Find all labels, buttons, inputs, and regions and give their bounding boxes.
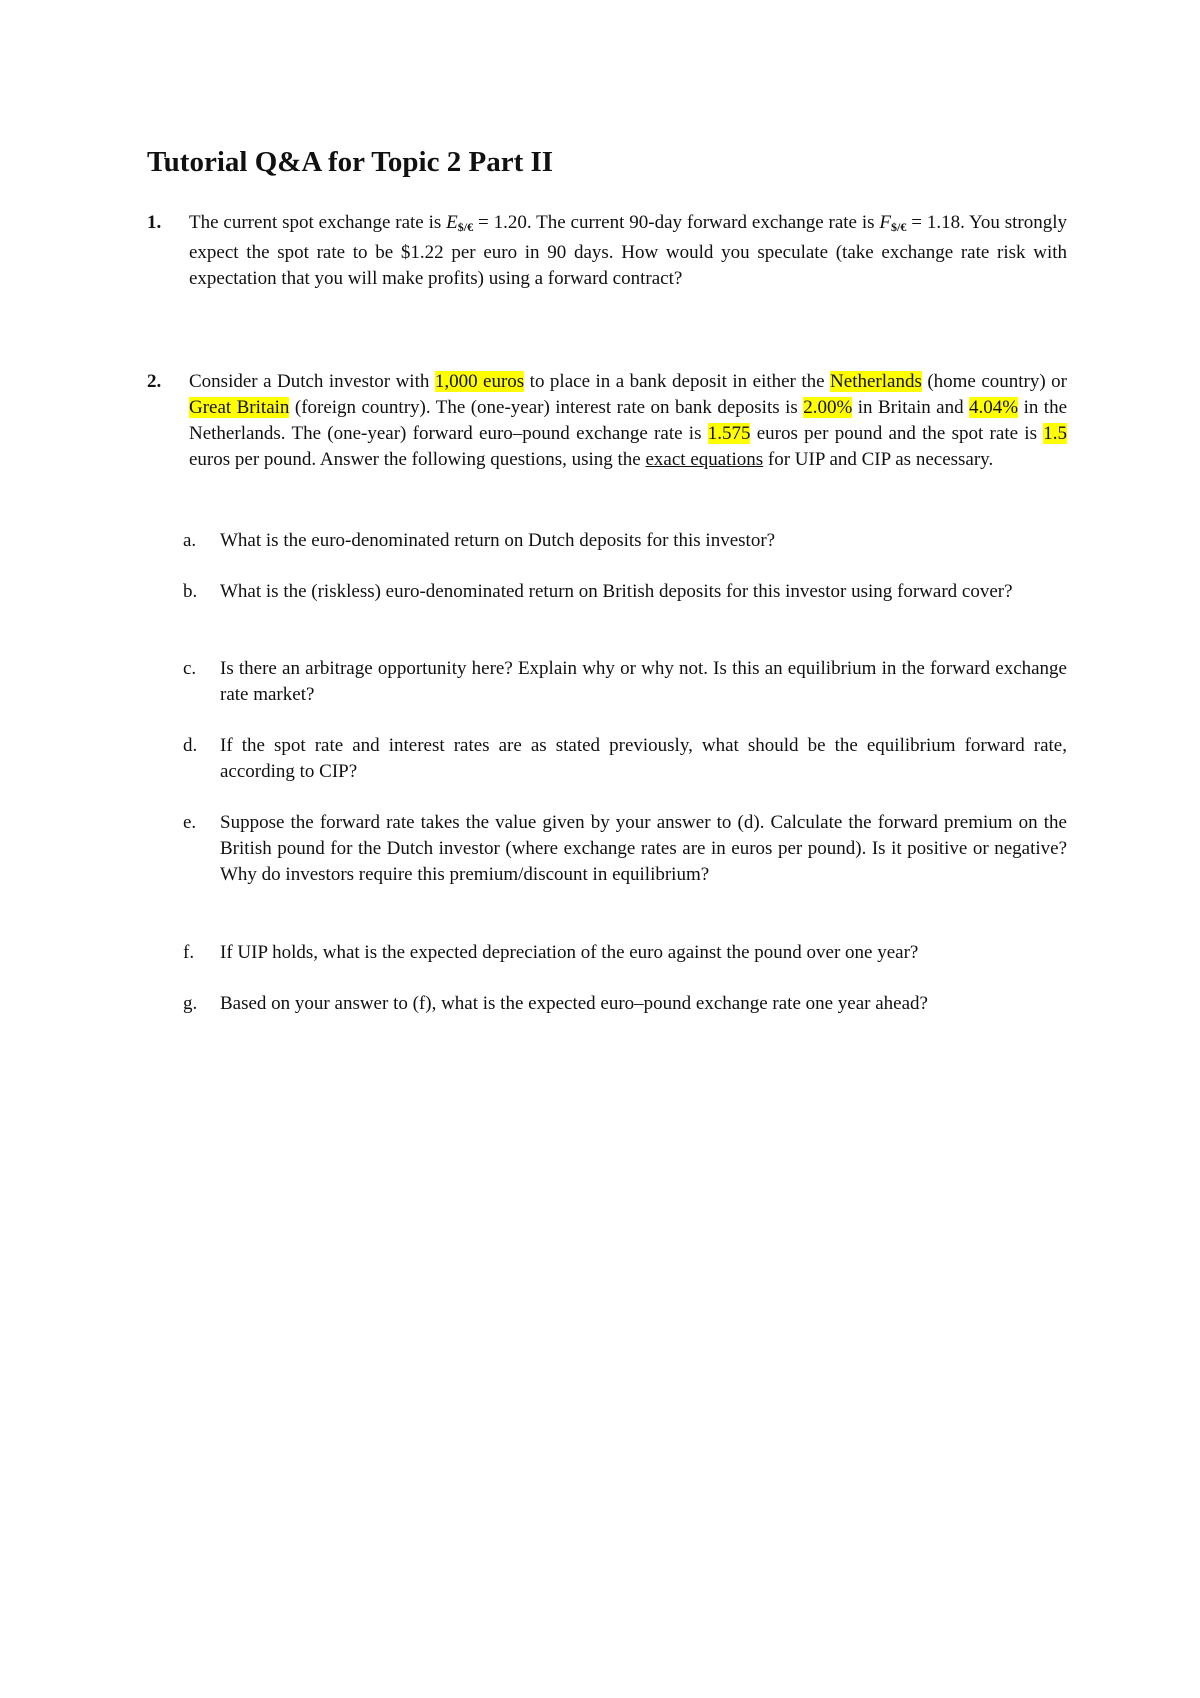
highlight-home-country: Netherlands bbox=[830, 371, 922, 392]
sub-question-label: c. bbox=[183, 658, 197, 679]
symbol-e: E bbox=[446, 212, 458, 233]
underlined-exact-equations: exact equations bbox=[645, 449, 764, 470]
q2-text-part: euros per pound and the spot rate is bbox=[750, 423, 1044, 444]
q1-text-part: The current spot exchange rate is bbox=[189, 212, 447, 233]
symbol-forward-rate bbox=[879, 212, 906, 233]
q2-text-part: (home country) or bbox=[921, 371, 1068, 392]
highlight-spot-rate: 1.5 bbox=[1043, 423, 1067, 444]
page-title: Tutorial Q&A for Topic 2 Part II bbox=[147, 146, 554, 178]
sub-question-d bbox=[183, 733, 1067, 785]
sub-question-label: g. bbox=[183, 993, 198, 1014]
sub-question-text: Based on your answer to (f), what is the expected euro–pound exchange rate one year ahead? bbox=[220, 993, 928, 1014]
highlight-britain-rate: 2.00% bbox=[803, 397, 853, 418]
sub-question-g bbox=[183, 991, 1067, 1017]
q2-text-part: in Britain and bbox=[852, 397, 970, 418]
sub-question-text: If UIP holds, what is the expected depreciation of the euro against the pound over one year? bbox=[220, 942, 919, 963]
question-number: 1. bbox=[147, 212, 162, 233]
symbol-f: F bbox=[879, 212, 892, 233]
sub-question-text: If the spot rate and interest rates are as stated previously, what should be the equilibrium forward rate, according to CIP? bbox=[220, 735, 1067, 782]
q2-text-part: to place in a bank deposit in either the bbox=[524, 371, 831, 392]
sub-question-label: b. bbox=[183, 581, 198, 602]
sub-question-label: e. bbox=[183, 812, 197, 833]
sub-question-label: d. bbox=[183, 735, 198, 756]
q2-text-part: euros per pound. Answer the following questions, using the bbox=[189, 449, 646, 470]
sub-question-e bbox=[183, 810, 1067, 888]
question-2 bbox=[147, 369, 1067, 473]
symbol-subscript: $/€ bbox=[457, 220, 474, 234]
symbol-spot-rate bbox=[446, 212, 473, 233]
question-text bbox=[189, 210, 1067, 292]
sub-question-label: a. bbox=[183, 530, 197, 551]
highlight-amount: 1,000 euros bbox=[434, 371, 525, 392]
q2-text-part: Consider a Dutch investor with bbox=[189, 371, 435, 392]
q2-text-part: (foreign country). The (one-year) interest rate on bank deposits is bbox=[289, 397, 804, 418]
q1-text-part: = 1.20. The current 90-day forward exchange rate is bbox=[473, 212, 880, 233]
q1-text-part: = 1.18. You strongly expect the spot rate to be $1.22 per euro in 90 days. How would you speculate (take exchange rate risk with expectation that you will make profits) using a forward contract? bbox=[189, 212, 1068, 289]
question-text bbox=[189, 369, 1067, 473]
symbol-subscript: $/€ bbox=[891, 220, 907, 234]
question-1 bbox=[147, 210, 1067, 292]
q2-text-part: in the Netherlands. The (one-year) forward euro–pound exchange rate is bbox=[189, 397, 1068, 444]
highlight-netherlands-rate: 4.04% bbox=[969, 397, 1019, 418]
sub-question-a bbox=[183, 528, 1067, 554]
highlight-foreign-country: Great Britain bbox=[189, 397, 290, 418]
sub-question-text: What is the (riskless) euro-denominated return on British deposits for this investor using forward cover? bbox=[220, 581, 1013, 602]
q2-text-part: for UIP and CIP as necessary. bbox=[763, 449, 994, 470]
sub-question-text: Suppose the forward rate takes the value given by your answer to (d). Calculate the forward premium on the British pound for the Dutch investor (where exchange rates are in euros per pound). Is it positive or negative? Why do investors require this premium/discount in equilibrium? bbox=[220, 812, 1067, 885]
highlight-forward-rate: 1.575 bbox=[707, 423, 751, 444]
sub-question-f bbox=[183, 940, 1067, 966]
sub-question-text: What is the euro-denominated return on Dutch deposits for this investor? bbox=[220, 530, 776, 551]
sub-question-text: Is there an arbitrage opportunity here? Explain why or why not. Is this an equilibrium in the forward exchange rate market? bbox=[220, 658, 1067, 705]
sub-question-c bbox=[183, 656, 1067, 708]
sub-question-label: f. bbox=[183, 942, 195, 963]
question-number: 2. bbox=[147, 371, 162, 392]
sub-question-b bbox=[183, 579, 1067, 605]
